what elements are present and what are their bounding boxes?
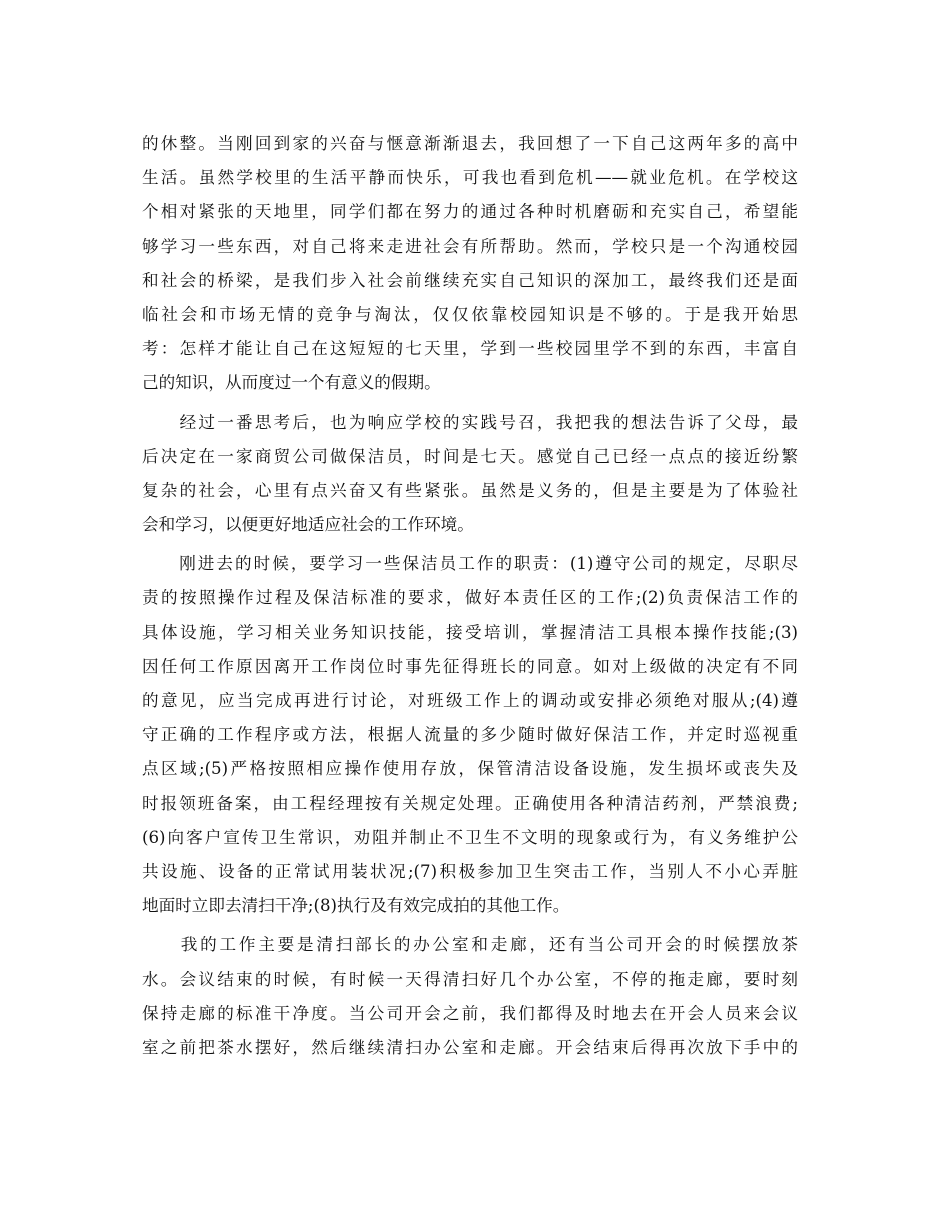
text-line: 具体设施，学习相关业务知识技能，接受培训，掌握清洁工具根本操作技能;(3) bbox=[142, 622, 798, 642]
text-line: 经过一番思考后，也为响应学校的实践号召，我把我的想法告诉了父母，最 bbox=[142, 412, 798, 432]
text-line: 室之前把茶水摆好，然后继续清扫办公室和走廊。开会结束后得再次放下手中的 bbox=[142, 1037, 798, 1057]
text-line: 考：怎样才能让自己在这短短的七天里，学到一些校园里学不到的东西，丰富自 bbox=[142, 339, 798, 359]
text-line: 临社会和市场无情的竞争与淘汰，仅仅依靠校园知识是不够的。于是我开始思 bbox=[142, 304, 798, 324]
text-line: 刚进去的时候，要学习一些保洁员工作的职责：(1)遵守公司的规定，尽职尽 bbox=[142, 554, 798, 574]
text-line: 的意见，应当完成再进行讨论，对班级工作上的调动或安排必须绝对服从;(4)遵 bbox=[142, 691, 798, 710]
document-body bbox=[142, 127, 798, 1065]
text-line: 生活。虽然学校里的生活平静而快乐，可我也看到危机——就业危机。在学校这 bbox=[142, 168, 798, 188]
text-line: 责的按照操作过程及保洁标准的要求，做好本责任区的工作;(2)负责保洁工作的 bbox=[142, 588, 798, 608]
text-line: (6)向客户宣传卫生常识，劝阻并制止不卫生不文明的现象或行为，有义务维护公 bbox=[142, 827, 798, 847]
text-line: 地面时立即去清扫干净;(8)执行及有效完成拍的其他工作。 bbox=[142, 896, 570, 916]
text-line: 会和学习，以便更好地适应社会的工作环境。 bbox=[142, 515, 474, 535]
paragraph-3 bbox=[142, 547, 798, 923]
text-line: 复杂的社会，心里有点兴奋又有些紧张。虽然是义务的，但是主要是为了体验社 bbox=[142, 480, 798, 500]
paragraph-2 bbox=[142, 406, 798, 543]
text-line: 守正确的工作程序或方法，根据人流量的多少随时做好保洁工作，并定时巡视重 bbox=[142, 725, 798, 745]
text-line: 后决定在一家商贸公司做保洁员，时间是七天。感觉自己已经一点点的接近纷繁 bbox=[142, 446, 798, 466]
text-line: 和社会的桥梁，是我们步入社会前继续充实自己知识的深加工，最终我们还是面 bbox=[142, 270, 798, 290]
paragraph-4 bbox=[142, 928, 798, 1065]
text-line: 时报领班备案，由工程经理按有关规定处理。正确使用各种清洁药剂，严禁浪费; bbox=[142, 793, 798, 813]
text-line: 够学习一些东西，对自己将来走进社会有所帮助。然而，学校只是一个沟通校园 bbox=[142, 236, 798, 256]
text-line: 的休整。当刚回到家的兴奋与惬意渐渐退去，我回想了一下自己这两年多的高中 bbox=[142, 134, 798, 153]
paragraph-1 bbox=[142, 127, 798, 401]
text-line: 共设施、设备的正常试用装状况;(7)积极参加卫生突击工作，当别人不小心弄脏 bbox=[142, 861, 798, 881]
text-line: 个相对紧张的天地里，同学们都在努力的通过各种时机磨砺和充实自己，希望能 bbox=[142, 202, 798, 222]
text-line: 因任何工作原因离开工作岗位时事先征得班长的同意。如对上级做的决定有不同 bbox=[142, 656, 798, 676]
text-line: 点区域;(5)严格按照相应操作使用存放，保管清洁设备设施，发生损坏或丧失及 bbox=[142, 759, 798, 779]
text-line: 我的工作主要是清扫部长的办公室和走廊，还有当公司开会的时候摆放茶 bbox=[142, 935, 798, 955]
text-line: 水。会议结束的时候，有时候一天得清扫好几个办公室，不停的拖走廊，要时刻 bbox=[142, 969, 798, 989]
text-line: 保持走廊的标准干净度。当公司开会之前，我们都得及时地去在开会人员来会议 bbox=[142, 1003, 798, 1023]
text-line: 己的知识，从而度过一个有意义的假期。 bbox=[142, 373, 441, 393]
